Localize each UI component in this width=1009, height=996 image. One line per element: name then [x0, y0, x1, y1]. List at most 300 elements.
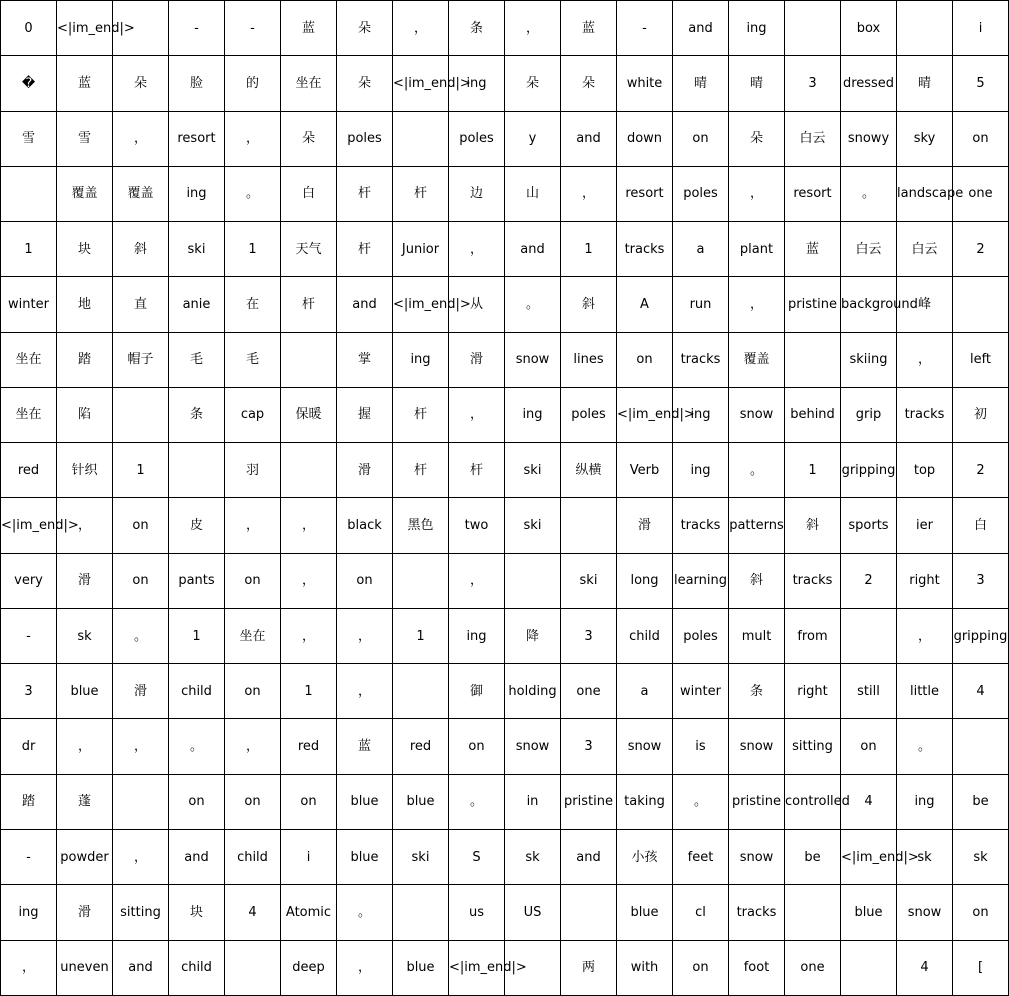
grid-cell [393, 664, 449, 719]
grid-cell: 晴 [897, 56, 953, 111]
grid-cell: on [225, 774, 281, 829]
grid-cell: y [505, 111, 561, 166]
grid-cell [113, 774, 169, 829]
grid-cell: 覆盖 [113, 166, 169, 221]
grid-cell: 蓝 [337, 719, 393, 774]
grid-cell: blue [337, 829, 393, 884]
grid-cell: 滑 [57, 885, 113, 940]
grid-cell: grip [841, 387, 897, 442]
grid-cell: on [841, 719, 897, 774]
grid-cell: 滑 [57, 553, 113, 608]
grid-cell: 4 [841, 774, 897, 829]
grid-cell: 条 [729, 664, 785, 719]
grid-cell: winter [1, 277, 57, 332]
grid-cell: 1 [1, 222, 57, 277]
grid-cell: 朵 [561, 56, 617, 111]
grid-cell: 1 [281, 664, 337, 719]
grid-cell: 保暖 [281, 387, 337, 442]
grid-cell: 脸 [169, 56, 225, 111]
grid-cell: on [673, 940, 729, 995]
grid-cell: plant [729, 222, 785, 277]
grid-cell: 。 [113, 608, 169, 663]
grid-cell: on [113, 498, 169, 553]
grid-row [1, 498, 1009, 553]
grid-cell: 1 [561, 222, 617, 277]
grid-cell [785, 885, 841, 940]
grid-cell: 蓝 [561, 1, 617, 56]
grid-cell: one [953, 166, 1009, 221]
grid-cell: 1 [169, 608, 225, 663]
grid-cell: sports [841, 498, 897, 553]
grid-cell: 两 [561, 940, 617, 995]
grid-cell: us [449, 885, 505, 940]
grid-cell: sk [953, 829, 1009, 884]
grid-cell: behind [785, 387, 841, 442]
grid-cell: - [169, 1, 225, 56]
grid-cell [393, 111, 449, 166]
grid-cell: ing [449, 608, 505, 663]
grid-cell [169, 443, 225, 498]
grid-cell: 陷 [57, 387, 113, 442]
grid-cell: 杆 [393, 443, 449, 498]
grid-cell: ， [337, 940, 393, 995]
grid-cell: 蓝 [57, 56, 113, 111]
grid-cell: ing [449, 56, 505, 111]
grid-cell: be [953, 774, 1009, 829]
grid-body [1, 1, 1009, 996]
grid-row [1, 443, 1009, 498]
grid-cell: ， [57, 498, 113, 553]
grid-cell: 1 [113, 443, 169, 498]
grid-cell: 峰 [897, 277, 953, 332]
grid-cell: ， [225, 111, 281, 166]
grid-cell: i [281, 829, 337, 884]
grid-cell: learning [673, 553, 729, 608]
grid-cell [505, 553, 561, 608]
grid-cell: ， [729, 166, 785, 221]
grid-cell: 杆 [449, 443, 505, 498]
grid-cell: sk [505, 829, 561, 884]
grid-cell: red [393, 719, 449, 774]
grid-cell: blue [841, 885, 897, 940]
grid-cell: - [225, 1, 281, 56]
grid-cell: <|im_end|> [841, 829, 897, 884]
grid-cell: in [505, 774, 561, 829]
grid-cell: - [617, 1, 673, 56]
grid-cell: ， [337, 608, 393, 663]
grid-cell: ， [113, 829, 169, 884]
grid-cell: red [1, 443, 57, 498]
grid-cell: poles [673, 608, 729, 663]
grid-cell: 。 [337, 885, 393, 940]
grid-cell: 。 [449, 774, 505, 829]
grid-cell: child [225, 829, 281, 884]
grid-row [1, 332, 1009, 387]
grid-cell: controlled [785, 774, 841, 829]
grid-cell: skiing [841, 332, 897, 387]
grid-cell: 白云 [841, 222, 897, 277]
grid-cell [113, 387, 169, 442]
grid-cell: US [505, 885, 561, 940]
grid-cell: 杆 [337, 222, 393, 277]
grid-cell: a [617, 664, 673, 719]
grid-cell: 毛 [169, 332, 225, 387]
grid-cell: A [617, 277, 673, 332]
grid-cell: right [785, 664, 841, 719]
grid-cell: right [897, 553, 953, 608]
grid-cell: child [617, 608, 673, 663]
grid-cell: ， [505, 1, 561, 56]
grid-cell: Junior [393, 222, 449, 277]
grid-cell: 御 [449, 664, 505, 719]
grid-cell: 掌 [337, 332, 393, 387]
grid-cell: very [1, 553, 57, 608]
grid-cell: S [449, 829, 505, 884]
grid-row [1, 111, 1009, 166]
grid-cell [393, 885, 449, 940]
grid-cell: pristine [785, 277, 841, 332]
grid-row [1, 553, 1009, 608]
grid-cell: ， [113, 111, 169, 166]
grid-cell: 山 [505, 166, 561, 221]
grid-cell: ing [897, 774, 953, 829]
grid-cell: snow [729, 829, 785, 884]
grid-cell: 初 [953, 387, 1009, 442]
grid-cell [785, 332, 841, 387]
grid-cell: blue [337, 774, 393, 829]
grid-row [1, 664, 1009, 719]
grid-cell: and [561, 111, 617, 166]
grid-cell: 滑 [449, 332, 505, 387]
grid-cell: winter [673, 664, 729, 719]
grid-cell [281, 443, 337, 498]
grid-cell: sky [897, 111, 953, 166]
grid-cell: Verb [617, 443, 673, 498]
grid-cell [561, 885, 617, 940]
grid-cell: ， [281, 498, 337, 553]
grid-cell: top [897, 443, 953, 498]
grid-cell: white [617, 56, 673, 111]
grid-cell: 纵横 [561, 443, 617, 498]
grid-cell: gripping [841, 443, 897, 498]
grid-cell: feet [673, 829, 729, 884]
grid-cell: 朵 [281, 111, 337, 166]
grid-cell: tracks [897, 387, 953, 442]
grid-cell: 白云 [897, 222, 953, 277]
grid-cell: ski [169, 222, 225, 277]
grid-cell: 3 [785, 56, 841, 111]
grid-cell: blue [393, 774, 449, 829]
grid-cell: ， [281, 608, 337, 663]
grid-cell: <|im_end|> [393, 277, 449, 332]
grid-cell: 斜 [785, 498, 841, 553]
grid-cell: 滑 [617, 498, 673, 553]
grid-cell: ， [729, 277, 785, 332]
grid-cell [953, 277, 1009, 332]
grid-cell [225, 940, 281, 995]
grid-cell: taking [617, 774, 673, 829]
grid-cell: 白 [953, 498, 1009, 553]
grid-cell: 3 [1, 664, 57, 719]
grid-cell: from [785, 608, 841, 663]
grid-cell: 5 [953, 56, 1009, 111]
grid-cell: 白 [281, 166, 337, 221]
grid-cell: 雪 [1, 111, 57, 166]
grid-cell: is [673, 719, 729, 774]
grid-cell: snow [505, 332, 561, 387]
grid-cell: snow [617, 719, 673, 774]
grid-cell: poles [337, 111, 393, 166]
grid-cell: and [505, 222, 561, 277]
grid-cell: snow [729, 719, 785, 774]
grid-cell: on [113, 553, 169, 608]
grid-cell: two [449, 498, 505, 553]
grid-cell: <|im_end|> [393, 56, 449, 111]
grid-cell: 条 [169, 387, 225, 442]
grid-cell: 3 [561, 719, 617, 774]
grid-cell: on [281, 774, 337, 829]
grid-cell: 皮 [169, 498, 225, 553]
grid-cell: ing [673, 443, 729, 498]
grid-cell: 踏 [1, 774, 57, 829]
grid-cell: with [617, 940, 673, 995]
grid-cell: ski [505, 498, 561, 553]
grid-cell: ， [897, 608, 953, 663]
grid-row [1, 885, 1009, 940]
grid-cell: 4 [953, 664, 1009, 719]
grid-cell: uneven [57, 940, 113, 995]
grid-cell: 边 [449, 166, 505, 221]
grid-cell [1, 166, 57, 221]
grid-cell: ， [57, 719, 113, 774]
grid-cell: black [337, 498, 393, 553]
grid-cell: on [953, 111, 1009, 166]
grid-cell: 在 [225, 277, 281, 332]
grid-cell: 直 [113, 277, 169, 332]
grid-cell: left [953, 332, 1009, 387]
grid-cell: 杆 [393, 166, 449, 221]
grid-cell: gripping [953, 608, 1009, 663]
grid-cell: 块 [57, 222, 113, 277]
grid-cell: ， [113, 719, 169, 774]
grid-cell: box [841, 1, 897, 56]
grid-cell: 2 [953, 443, 1009, 498]
grid-cell: on [337, 553, 393, 608]
grid-row [1, 608, 1009, 663]
grid-cell: 小孩 [617, 829, 673, 884]
grid-cell: 蓬 [57, 774, 113, 829]
grid-cell: 块 [169, 885, 225, 940]
grid-cell: poles [449, 111, 505, 166]
grid-row [1, 387, 1009, 442]
grid-cell: blue [393, 940, 449, 995]
grid-cell: mult [729, 608, 785, 663]
grid-row [1, 166, 1009, 221]
grid-cell: 斜 [561, 277, 617, 332]
grid-cell: ， [225, 719, 281, 774]
grid-cell: tracks [617, 222, 673, 277]
grid-row [1, 277, 1009, 332]
grid-cell: down [617, 111, 673, 166]
grid-cell: 踏 [57, 332, 113, 387]
grid-cell: 斜 [729, 553, 785, 608]
grid-cell: � [1, 56, 57, 111]
grid-cell: powder [57, 829, 113, 884]
grid-cell: ski [505, 443, 561, 498]
grid-cell: ， [897, 332, 953, 387]
grid-cell: patterns [729, 498, 785, 553]
grid-cell: dr [1, 719, 57, 774]
grid-cell: 晴 [729, 56, 785, 111]
grid-cell: ， [449, 387, 505, 442]
grid-cell: ， [225, 498, 281, 553]
grid-cell: deep [281, 940, 337, 995]
grid-cell: 覆盖 [729, 332, 785, 387]
grid-cell: 。 [169, 719, 225, 774]
grid-cell: 杆 [393, 387, 449, 442]
grid-cell: ， [449, 553, 505, 608]
grid-cell: one [785, 940, 841, 995]
grid-cell: i [953, 1, 1009, 56]
grid-cell: tracks [673, 332, 729, 387]
grid-cell: poles [561, 387, 617, 442]
grid-row [1, 1, 1009, 56]
grid-row [1, 829, 1009, 884]
grid-cell: on [225, 664, 281, 719]
grid-cell: a [673, 222, 729, 277]
grid-cell: <|im_end|> [1, 498, 57, 553]
grid-cell: foot [729, 940, 785, 995]
grid-cell: 针织 [57, 443, 113, 498]
grid-cell: and [169, 829, 225, 884]
grid-cell: 坐在 [1, 332, 57, 387]
grid-cell: and [113, 940, 169, 995]
grid-cell [953, 719, 1009, 774]
grid-cell: blue [57, 664, 113, 719]
grid-cell: holding [505, 664, 561, 719]
grid-cell [281, 332, 337, 387]
grid-cell [785, 1, 841, 56]
grid-cell [841, 940, 897, 995]
grid-cell: lines [561, 332, 617, 387]
grid-cell [841, 608, 897, 663]
grid-cell: tracks [673, 498, 729, 553]
grid-cell: on [225, 553, 281, 608]
grid-row [1, 940, 1009, 995]
grid-cell: 晴 [673, 56, 729, 111]
grid-cell: tracks [729, 885, 785, 940]
grid-cell: 覆盖 [57, 166, 113, 221]
grid-cell: one [561, 664, 617, 719]
grid-cell: 朵 [113, 56, 169, 111]
grid-cell: ing [1, 885, 57, 940]
grid-cell: on [673, 111, 729, 166]
grid-cell: resort [617, 166, 673, 221]
grid-cell: pants [169, 553, 225, 608]
grid-cell: 白云 [785, 111, 841, 166]
grid-cell: resort [169, 111, 225, 166]
grid-cell: 毛 [225, 332, 281, 387]
grid-cell: 天气 [281, 222, 337, 277]
grid-cell: 的 [225, 56, 281, 111]
grid-cell: ing [393, 332, 449, 387]
grid-cell: ， [449, 222, 505, 277]
grid-cell: on [169, 774, 225, 829]
grid-cell: <|im_end|> [617, 387, 673, 442]
grid-cell: 。 [897, 719, 953, 774]
grid-cell [561, 498, 617, 553]
grid-cell: ing [169, 166, 225, 221]
grid-cell: still [841, 664, 897, 719]
grid-cell: red [281, 719, 337, 774]
grid-cell: sk [57, 608, 113, 663]
grid-cell: ing [673, 387, 729, 442]
grid-row [1, 774, 1009, 829]
grid-cell: 杆 [281, 277, 337, 332]
grid-row [1, 222, 1009, 277]
grid-cell: 滑 [113, 664, 169, 719]
grid-cell: long [617, 553, 673, 608]
grid-cell: 2 [953, 222, 1009, 277]
grid-cell: 2 [841, 553, 897, 608]
grid-cell: landscape [897, 166, 953, 221]
grid-cell: snow [897, 885, 953, 940]
grid-cell: be [785, 829, 841, 884]
grid-cell: snow [505, 719, 561, 774]
grid-cell: - [1, 829, 57, 884]
grid-cell: pristine [729, 774, 785, 829]
grid-cell: 。 [673, 774, 729, 829]
grid-cell: and [673, 1, 729, 56]
grid-cell: 坐在 [1, 387, 57, 442]
grid-cell: ier [897, 498, 953, 553]
grid-cell: 1 [785, 443, 841, 498]
grid-cell: and [337, 277, 393, 332]
grid-cell: 斜 [113, 222, 169, 277]
grid-cell: ， [1, 940, 57, 995]
grid-cell: dressed [841, 56, 897, 111]
grid-cell: on [449, 719, 505, 774]
grid-cell: snow [729, 387, 785, 442]
grid-cell: 朵 [729, 111, 785, 166]
grid-cell: 朵 [337, 56, 393, 111]
grid-cell: - [1, 608, 57, 663]
grid-cell: blue [617, 885, 673, 940]
grid-cell [897, 1, 953, 56]
grid-cell: 条 [449, 1, 505, 56]
grid-cell: 蓝 [785, 222, 841, 277]
grid-cell: on [953, 885, 1009, 940]
grid-cell: 蓝 [281, 1, 337, 56]
grid-cell: sk [897, 829, 953, 884]
grid-cell: 羽 [225, 443, 281, 498]
grid-row [1, 719, 1009, 774]
grid-cell: resort [785, 166, 841, 221]
grid-cell: ， [337, 664, 393, 719]
grid-cell: 坐在 [225, 608, 281, 663]
grid-cell: anie [169, 277, 225, 332]
grid-cell: ski [393, 829, 449, 884]
grid-cell: on [617, 332, 673, 387]
grid-cell: 降 [505, 608, 561, 663]
grid-cell: ski [561, 553, 617, 608]
grid-cell: ing [505, 387, 561, 442]
grid-cell: <|im_end|> [449, 940, 505, 995]
grid-cell: 4 [225, 885, 281, 940]
grid-cell: background [841, 277, 897, 332]
grid-cell: 。 [841, 166, 897, 221]
grid-cell: 滑 [337, 443, 393, 498]
